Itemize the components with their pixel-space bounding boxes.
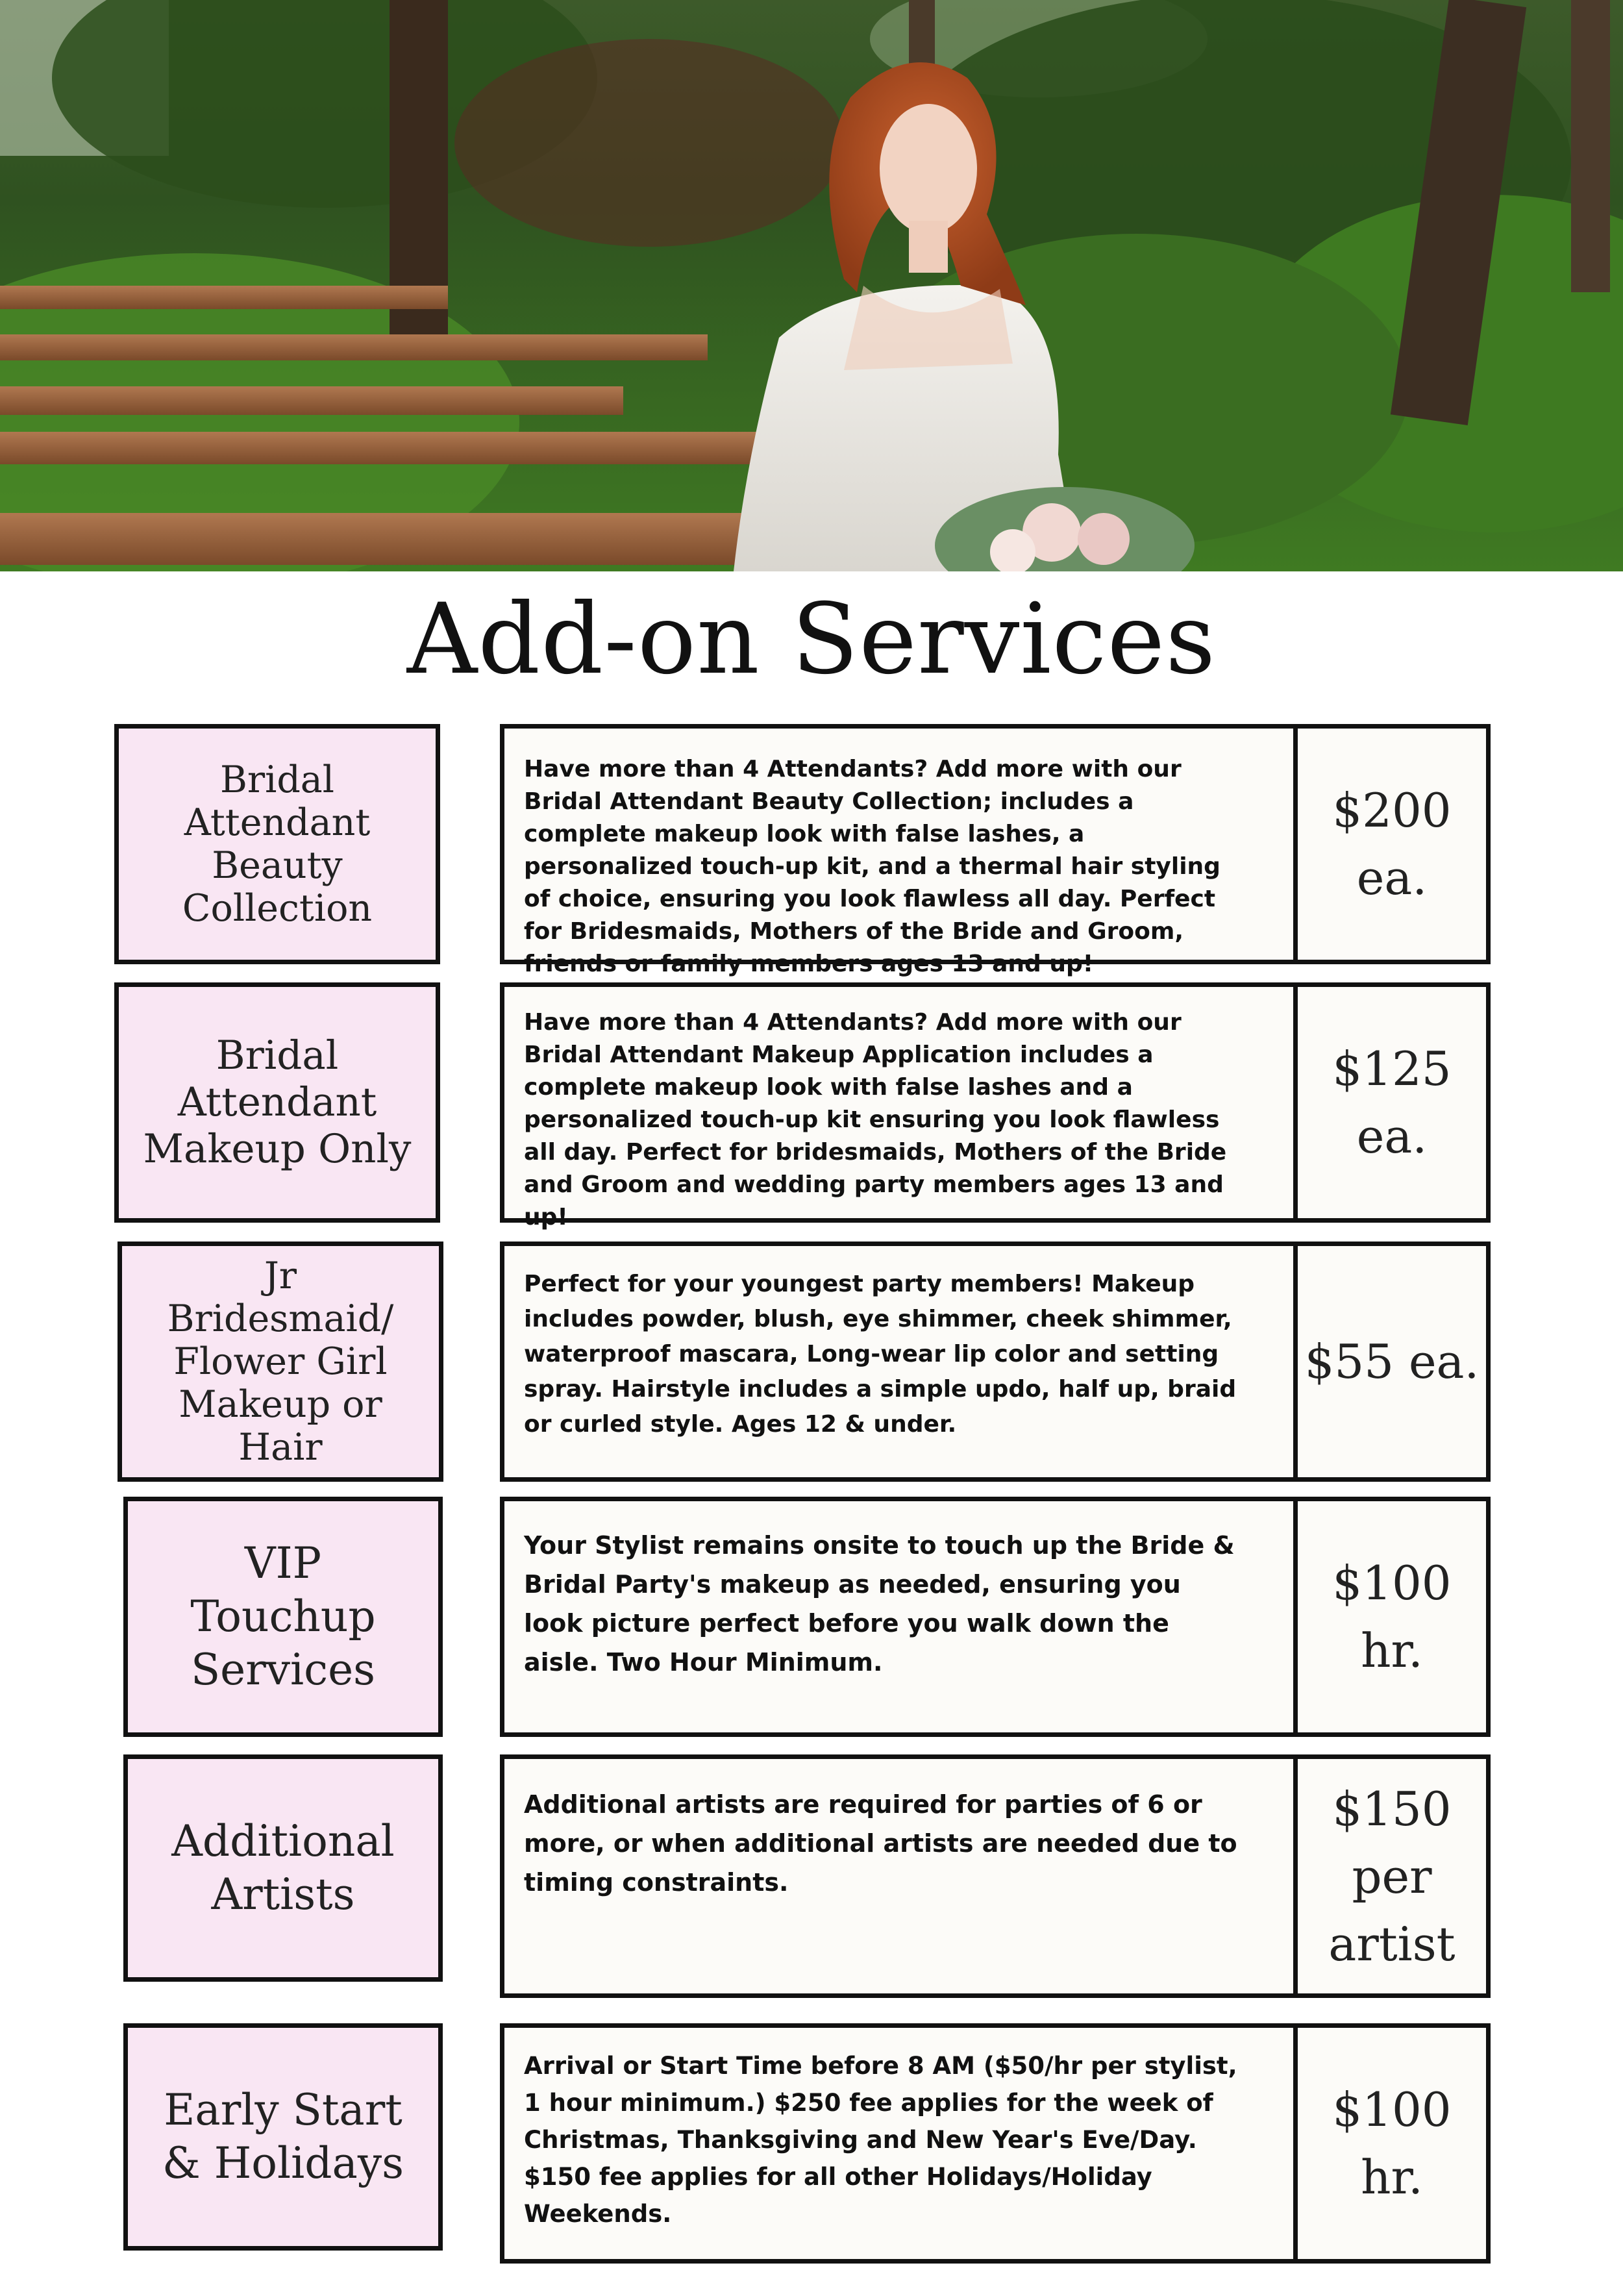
price-text: $125 ea. xyxy=(1332,1042,1452,1164)
service-description: Your Stylist remains onsite to touch up the Bride & Bridal Party's makeup as needed, ensuring you look picture perfect before you walk down the aisle. Two Hour Minimum. xyxy=(524,1531,1235,1677)
service-name-box xyxy=(118,1242,443,1482)
column-divider xyxy=(1293,2028,1298,2259)
price-text: $55 ea. xyxy=(1304,1334,1480,1389)
service-price xyxy=(1298,1759,1486,1993)
service-description: Have more than 4 Attendants? Add more with our Bridal Attendant Beauty Collection; includes a complete makeup look with false lashes, a personalized touch-up kit, and a thermal hair styling of choice, ensuring you look flawless all day. Perfect for Bridesmaids, Mothers of the Bride and Groom, friends or family members ages 13 and up! xyxy=(524,756,1220,977)
column-divider xyxy=(1293,987,1298,1218)
service-detail-box xyxy=(500,1754,1491,1998)
service-name-box xyxy=(114,982,440,1223)
service-price xyxy=(1298,1246,1486,1477)
service-row xyxy=(0,1754,1623,1998)
service-row xyxy=(0,724,1623,977)
service-price xyxy=(1298,2028,1486,2259)
service-detail-box xyxy=(500,724,1491,977)
service-description: Have more than 4 Attendants? Add more with our Bridal Attendant Makeup Application includes a complete makeup look with false lashes and a personalized touch-up kit ensuring you look flawless all day. Perfect for bridesmaids, Mothers of the Bride and Groom and wedding party members ages 13 and up! xyxy=(524,1009,1227,1230)
service-row xyxy=(0,1497,1623,1737)
service-name-box xyxy=(123,2023,443,2251)
service-description: Arrival or Start Time before 8 AM ($50/hr per stylist, 1 hour minimum.) $250 fee applies for the week of Christmas, Thanksgiving and New Year's Eve/Day. $150 fee applies for all other Holidays/Holiday Weekends. xyxy=(524,2052,1237,2228)
price-text: $100 hr. xyxy=(1332,1556,1452,1678)
service-detail-box xyxy=(500,982,1491,1230)
service-name: VIP Touchup Services xyxy=(190,1538,376,1695)
service-name: Additional Artists xyxy=(171,1816,395,1919)
service-name-box xyxy=(123,1754,443,1982)
column-divider xyxy=(1293,729,1298,960)
price-text: $150 per artist xyxy=(1328,1781,1456,1971)
service-detail-box xyxy=(500,1242,1491,1482)
header-photo xyxy=(0,0,1623,571)
service-price xyxy=(1298,1501,1486,1732)
service-name: Early Start & Holidays xyxy=(162,2085,404,2188)
service-name-box xyxy=(123,1497,443,1737)
service-name-box xyxy=(114,724,440,964)
column-divider xyxy=(1293,1501,1298,1732)
column-divider xyxy=(1293,1246,1298,1477)
service-detail-box xyxy=(500,2023,1491,2264)
service-name: Jr Bridesmaid/ Flower Girl Makeup or Hair xyxy=(167,1254,394,1469)
service-name: Bridal Attendant Beauty Collection xyxy=(182,758,373,930)
service-price xyxy=(1298,987,1486,1218)
service-row xyxy=(0,1242,1623,1482)
price-text: $100 hr. xyxy=(1332,2082,1452,2204)
service-description: Perfect for your youngest party members! Makeup includes powder, blush, eye shimmer, cheek shimmer, waterproof mascara, Long-wear lip color and setting spray. Hairstyle includes a simple updo, half up, braid or curled style. Ages 12 & under. xyxy=(524,1271,1237,1438)
service-name: Bridal Attendant Makeup Only xyxy=(143,1032,412,1172)
page-title: Add-on Services xyxy=(406,583,1217,696)
service-row xyxy=(0,982,1623,1230)
service-description: Additional artists are required for parties of 6 or more, or when additional artists are needed due to timing constraints. xyxy=(524,1790,1237,1897)
price-text: $200 ea. xyxy=(1332,783,1452,905)
service-price xyxy=(1298,729,1486,960)
column-divider xyxy=(1293,1759,1298,1993)
service-detail-box xyxy=(500,1497,1491,1737)
service-row xyxy=(0,2023,1623,2264)
